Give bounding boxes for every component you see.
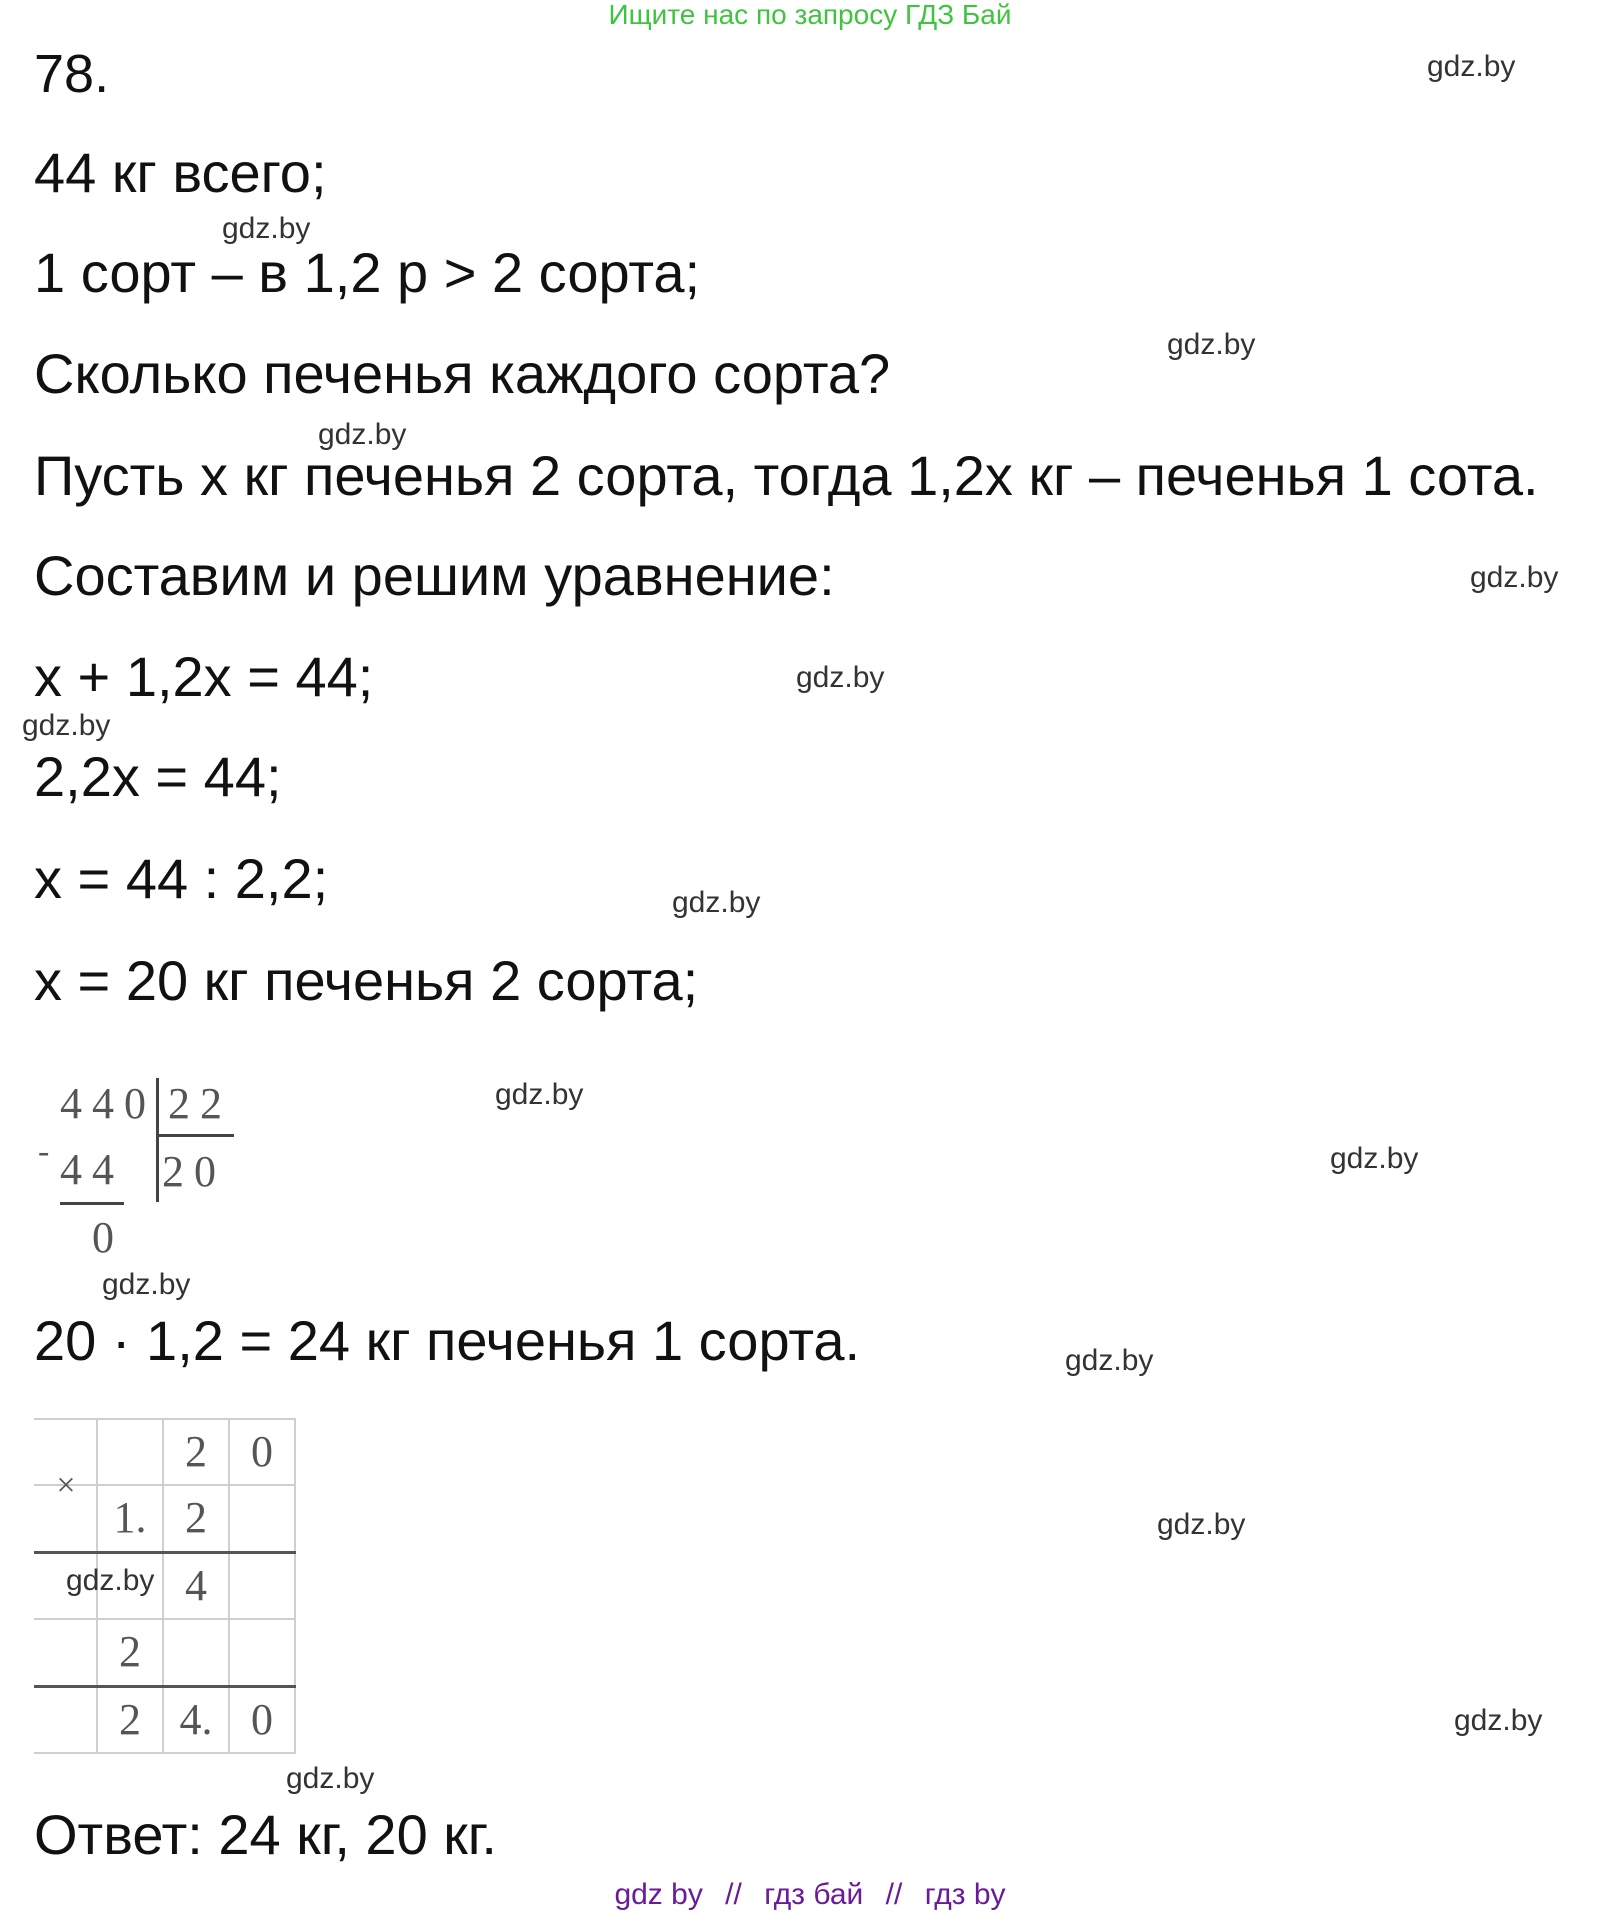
grid-cell: 2 <box>185 1493 207 1542</box>
grid-cell: 1. <box>113 1493 147 1542</box>
watermark: gdz.by <box>222 212 311 245</box>
grid-cell: 2 <box>185 1427 207 1476</box>
division-subtrahend: 44 <box>60 1145 124 1194</box>
watermark: gdz.by <box>1427 50 1516 83</box>
watermark: gdz.by <box>1470 561 1559 594</box>
search-banner: Ищите нас по запросу ГДЗ Бай <box>608 0 1012 30</box>
watermark: gdz.by <box>796 661 885 694</box>
division-underline <box>60 1202 124 1205</box>
watermark: gdz.by <box>1454 1704 1543 1737</box>
watermark: gdz.by <box>1157 1508 1246 1541</box>
footer-link-gdz-by[interactable]: gdz by <box>614 1878 703 1911</box>
watermark: gdz.by <box>495 1078 584 1111</box>
grid-cell: 2 <box>119 1695 141 1744</box>
watermark: gdz.by <box>1065 1344 1154 1377</box>
task-number: 78. <box>34 44 110 104</box>
equation-step-2: 2,2x = 44; <box>34 745 282 808</box>
division-divisor: 22 <box>168 1079 232 1128</box>
footer-separator: // <box>885 1878 903 1911</box>
equation-step-3: x = 44 : 2,2; <box>34 847 329 910</box>
watermark: gdz.by <box>1330 1142 1419 1175</box>
answer: Ответ: 24 кг, 20 кг. <box>34 1803 497 1866</box>
footer-separator: // <box>725 1878 742 1911</box>
equation-step-1: x + 1,2x = 44; <box>34 645 374 708</box>
multiplication-line: 20 · 1,2 = 24 кг печенья 1 сорта. <box>34 1309 861 1372</box>
footer-link-gdz-by-cyr[interactable]: гдз by <box>924 1878 1006 1911</box>
watermark: gdz.by <box>286 1762 375 1795</box>
division-minus: - <box>38 1133 50 1170</box>
watermark: gdz.by <box>102 1268 191 1301</box>
given-ratio: 1 сорт – в 1,2 р > 2 сорта; <box>34 241 701 304</box>
division-bar-horizontal <box>158 1134 234 1137</box>
equation-result: x = 20 кг печенья 2 сорта; <box>34 949 699 1012</box>
watermark: gdz.by <box>318 418 407 451</box>
grid-cell: 2 <box>119 1627 141 1676</box>
watermark: gdz.by <box>66 1564 155 1597</box>
equation-intro: Составим и решим уравнение: <box>34 544 835 607</box>
watermark: gdz.by <box>1167 328 1256 361</box>
footer-links <box>0 1878 1620 1912</box>
grid-cell: 0 <box>251 1695 273 1744</box>
footer-link-gdz-bai[interactable]: гдз бай <box>764 1878 864 1911</box>
grid-cell: 4 <box>185 1561 207 1610</box>
division-bar-vertical <box>156 1078 159 1202</box>
let-statement: Пусть x кг печенья 2 сорта, тогда 1,2x кг – печенья 1 сота. <box>34 444 1539 507</box>
division-dividend: 440 <box>60 1079 156 1128</box>
division-quotient: 20 <box>162 1147 226 1196</box>
multiply-sign: × <box>56 1467 76 1504</box>
division-remainder: 0 <box>92 1213 124 1262</box>
grid-cell: 0 <box>251 1427 273 1476</box>
given-total: 44 кг всего; <box>34 141 327 204</box>
watermark: gdz.by <box>672 886 761 919</box>
question: Сколько печенья каждого сорта? <box>34 342 891 405</box>
watermark: gdz.by <box>22 709 111 742</box>
grid-cell: 4. <box>179 1695 213 1744</box>
